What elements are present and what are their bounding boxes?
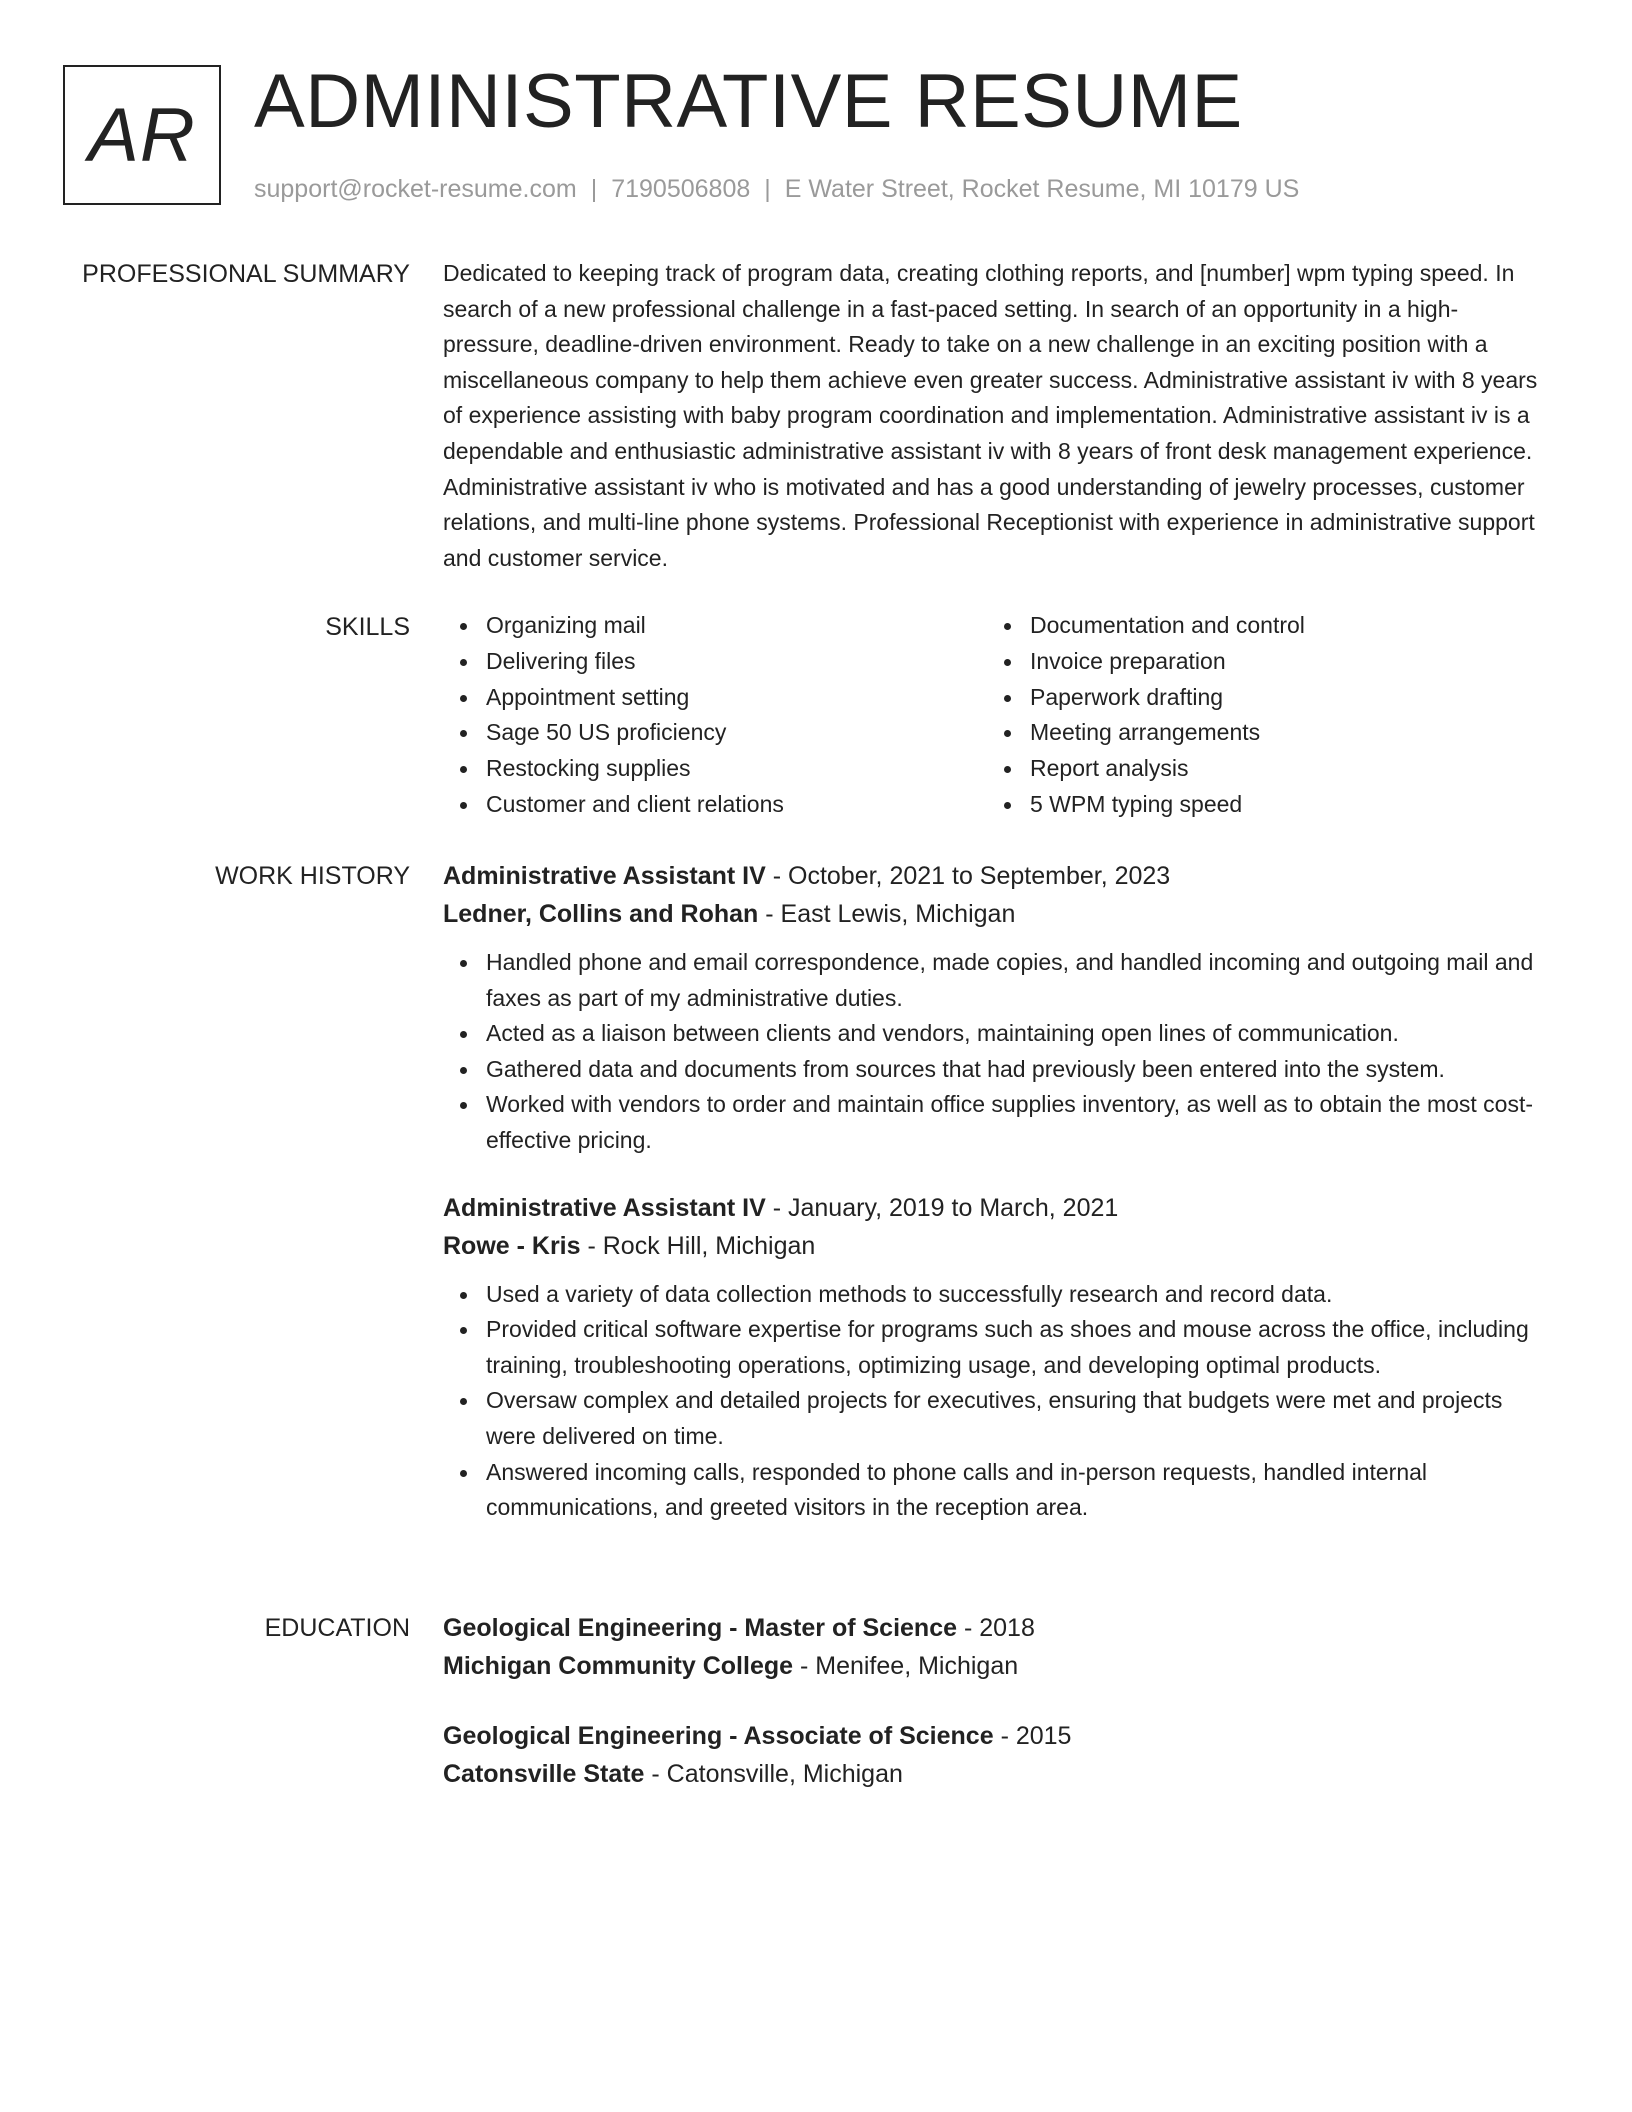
job-title-line: [443, 857, 1553, 895]
job-entry: [443, 1189, 1553, 1526]
job-dates: - January, 2019 to March, 2021: [765, 1193, 1119, 1222]
job-bullet: Worked with vendors to order and maintain office supplies inventory, as well as to obtain the most cost-effective pricing.: [443, 1087, 1553, 1158]
skill-item: Customer and client relations: [443, 787, 987, 823]
job-title: Administrative Assistant IV: [443, 1193, 766, 1222]
education-location: - Catonsville, Michigan: [644, 1760, 903, 1788]
contact-email[interactable]: support@rocket-resume.com: [254, 175, 577, 203]
contact-phone[interactable]: 7190506808: [611, 175, 751, 203]
education-entry: [443, 1609, 1553, 1685]
job-bullet: Oversaw complex and detailed projects for executives, ensuring that budgets were met and projects were delivered on time.: [443, 1383, 1553, 1454]
job-title-line: [443, 1189, 1553, 1227]
summary-text: Dedicated to keeping track of program data, creating clothing reports, and [number] wpm typing speed. In search of a new professional challenge in a fast-paced setting. In search of an opportunity in a high-pressure, deadline-driven environment. Ready to take on a new challenge in an exciting position with a miscellaneous company to help them achieve even greater success. Administrative assistant iv with 8 years of experience assisting with baby program coordination and implementation. Administrative assistant iv is a dependable and enthusiastic administrative assistant iv with 8 years of front desk management experience. Administrative assistant iv who is motivated and has a good understanding of jewelry processes, customer relations, and multi-line phone systems. Professional Receptionist with experience in administrative support and customer service.: [443, 260, 1538, 571]
section-label-work-history: WORK HISTORY: [215, 862, 410, 890]
section-label-skills: SKILLS: [325, 613, 410, 641]
job-bullets: [443, 1277, 1553, 1526]
job-company: Ledner, Collins and Rohan: [443, 900, 759, 928]
education-section: [443, 1609, 1553, 1823]
job-bullet: Acted as a liaison between clients and vendors, maintaining open lines of communication.: [443, 1016, 1553, 1052]
monogram-box: [63, 65, 221, 205]
work-history-section: [443, 857, 1553, 1556]
skills-section: [443, 608, 1553, 823]
skill-item: Invoice preparation: [987, 644, 1531, 680]
education-school: Catonsville State: [443, 1760, 645, 1788]
job-company-line: [443, 895, 1553, 933]
education-year: - 2018: [957, 1614, 1035, 1642]
skill-item: Report analysis: [987, 751, 1531, 787]
skill-item: 5 WPM typing speed: [987, 787, 1531, 823]
skill-item: Paperwork drafting: [987, 680, 1531, 716]
job-dates: - October, 2021 to September, 2023: [765, 862, 1171, 890]
section-label-education: EDUCATION: [264, 1614, 410, 1642]
skill-item: Appointment setting: [443, 680, 987, 716]
monogram-initials: AR: [88, 92, 196, 178]
education-degree-line: [443, 1717, 1553, 1755]
skills-list: [443, 608, 1553, 823]
skill-item: Documentation and control: [987, 608, 1531, 644]
education-year: - 2015: [993, 1722, 1072, 1750]
education-school-line: [443, 1755, 1553, 1793]
job-title: Administrative Assistant IV: [443, 862, 766, 890]
education-school-line: [443, 1647, 1553, 1685]
section-label-summary: PROFESSIONAL SUMMARY: [82, 260, 410, 288]
job-bullet: Handled phone and email correspondence, made copies, and handled incoming and outgoing mail and faxes as part of my administrative duties.: [443, 945, 1553, 1016]
education-degree-line: [443, 1609, 1553, 1647]
job-location: - Rock Hill, Michigan: [580, 1231, 816, 1260]
job-company-line: [443, 1227, 1553, 1265]
contact-separator: |: [764, 175, 771, 203]
education-school: Michigan Community College: [443, 1652, 794, 1680]
job-entry: [443, 857, 1553, 1159]
job-bullets: [443, 945, 1553, 1159]
job-bullet: Gathered data and documents from sources that had previously been entered into the system.: [443, 1052, 1553, 1088]
contact-address: E Water Street, Rocket Resume, MI 10179 US: [784, 175, 1300, 203]
skill-item: Sage 50 US proficiency: [443, 715, 987, 751]
job-bullet: Provided critical software expertise for programs such as shoes and mouse across the office, including training, troubleshooting operations, optimizing usage, and developing optimal products.: [443, 1312, 1553, 1383]
education-entry: [443, 1717, 1553, 1793]
skill-item: Delivering files: [443, 644, 987, 680]
skill-item: Meeting arrangements: [987, 715, 1531, 751]
summary-section: [443, 256, 1553, 576]
job-bullet: Answered incoming calls, responded to phone calls and in-person requests, handled internal communications, and greeted visitors in the reception area.: [443, 1455, 1553, 1526]
contact-separator: |: [590, 175, 598, 203]
skill-item: Restocking supplies: [443, 751, 987, 787]
job-bullet: Used a variety of data collection methods to successfully research and record data.: [443, 1277, 1553, 1313]
education-location: - Menifee, Michigan: [793, 1652, 1019, 1680]
resume-title: ADMINISTRATIVE RESUME: [254, 59, 1243, 144]
education-degree: Geological Engineering - Associate of Science: [443, 1722, 994, 1750]
contact-line: [254, 172, 1299, 206]
job-company: Rowe - Kris: [443, 1231, 581, 1260]
education-degree: Geological Engineering - Master of Science: [443, 1614, 958, 1642]
skill-item: Organizing mail: [443, 608, 987, 644]
job-location: - East Lewis, Michigan: [758, 900, 1016, 928]
